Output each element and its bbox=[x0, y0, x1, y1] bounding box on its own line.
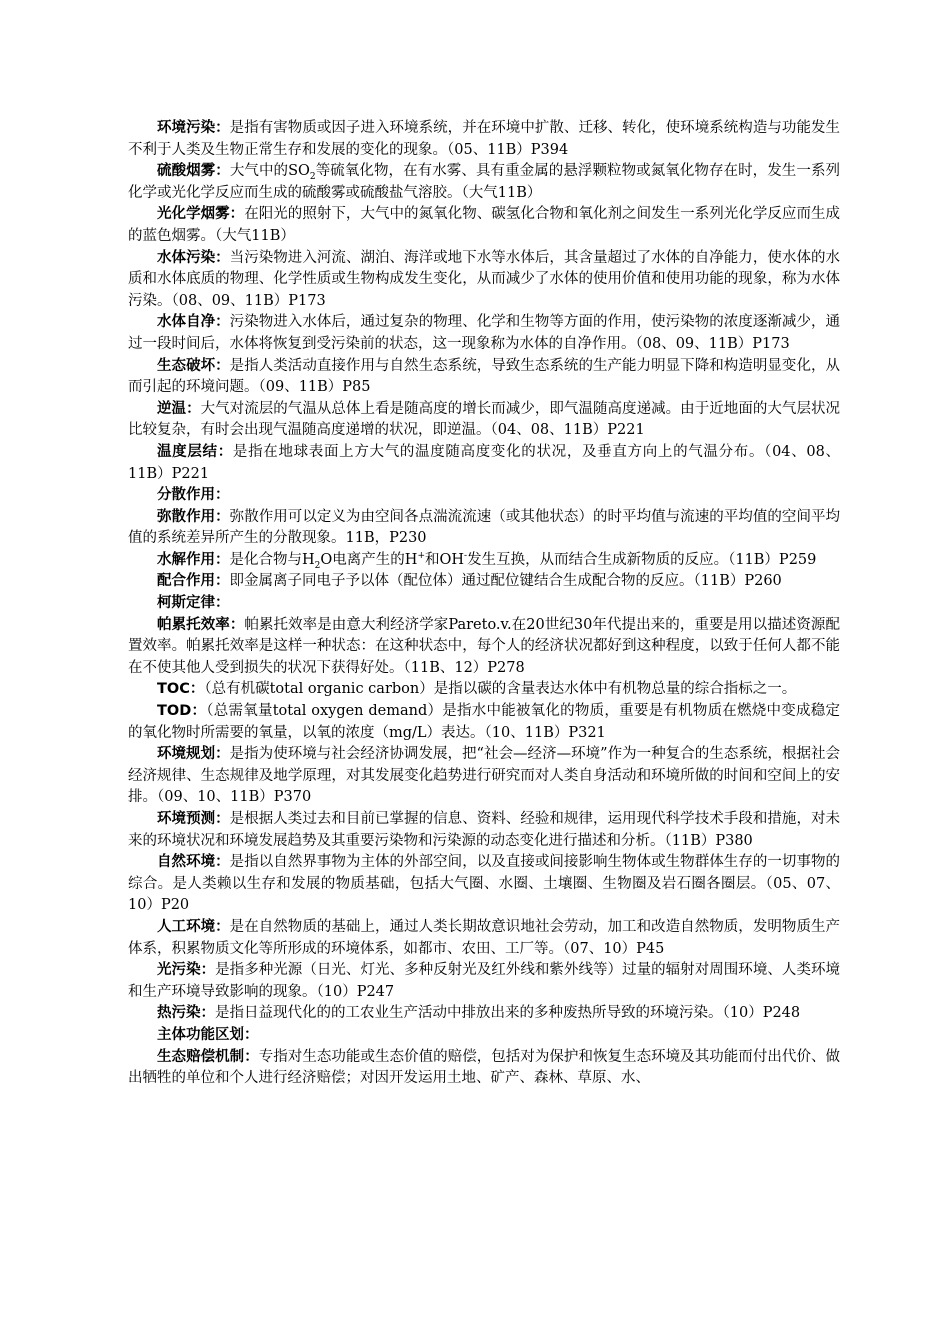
definition: 是指日益现代化的的工农业生产活动中排放出来的多种废热所导致的环境污染。（10）P248 bbox=[215, 1005, 801, 1022]
term: 水解作用： bbox=[157, 551, 230, 568]
definition: 是指人类活动直接作用与自然生态系统，导致生态系统的生产能力明显下降和构造明显变化，从而引起的环境问题。（09、11B）P85 bbox=[128, 357, 841, 396]
superscript: + bbox=[417, 551, 425, 562]
entry-artificial-environment bbox=[128, 917, 840, 960]
definition: 即金属离子同电子予以体（配位体）通过配位键结合生成配合物的反应。（11B）P260 bbox=[229, 573, 782, 590]
entry-water-self-purification bbox=[128, 312, 840, 355]
entry-diffusion bbox=[128, 507, 840, 550]
superscript: - bbox=[464, 551, 468, 562]
entry-light-pollution bbox=[128, 960, 840, 1003]
subscript: 2 bbox=[309, 172, 316, 183]
entry-natural-environment bbox=[128, 852, 840, 917]
definition: 在阳光的照射下，大气中的氮氧化物、碳氢化合物和氧化剂之间发生一系列光化学反应而生成的蓝色烟雾。（大气11B） bbox=[128, 206, 841, 244]
term: 主体功能区划： bbox=[157, 1026, 259, 1043]
entry-main-functional-zoning bbox=[128, 1025, 840, 1047]
term: 环境污染： bbox=[157, 120, 230, 136]
definition: 是指为使环境与社会经济协调发展，把“社会—经济—环境”作为一种复合的生态系统，根据社会经济规律、生态规律及地学原理，对其发展变化趋势进行研究而对人类自身活动和环境所做的时间和空间上的安排。（09、10、11B）P370 bbox=[128, 746, 840, 806]
entry-inversion bbox=[128, 399, 840, 442]
definition: 大气中的SO bbox=[229, 163, 310, 180]
definition: （总需氧量total oxygen demand）是指水中能被氧化的物质，重要是有机物质在燃烧中变成稳定的氧化物时所需要的氧量，以氧的浓度（mg/L）表达。（10、11B）P321 bbox=[128, 703, 840, 741]
entry-environmental-forecast bbox=[128, 809, 840, 852]
entry-water-pollution bbox=[128, 248, 840, 313]
definition: 当污染物进入河流、湖泊、海洋或地下水等水体后，其含量超过了水体的自净能力，使水体的水质和水体底质的物理、化学性质或生物构成发生变化，从而减少了水体的使用价值和使用功能的现象，称为水体污染。（08、09、11B）P173 bbox=[128, 249, 841, 309]
term: 硫酸烟雾： bbox=[157, 163, 230, 180]
term: 热污染： bbox=[157, 1005, 215, 1022]
term: 光化学烟雾： bbox=[157, 206, 245, 223]
definition: 污染物进入水体后，通过复杂的物理、化学和生物等方面的作用，使污染物的浓度逐渐减少，通过一段时间后，水体将恢复到受污染前的状态，这一现象称为水体的自净作用。（08、09、11B）P173 bbox=[128, 314, 841, 352]
definition: 弥散作用可以定义为由空间各点湍流流速（或其他状态）的时平均值与流速的平均值的空间平均值的系统差异所产生的分散现象。11B，P230 bbox=[128, 508, 841, 547]
definition: 是指以自然界事物为主体的外部空间，以及直接或间接影响生物体或生物群体生存的一切事物的综合。是人类赖以生存和发展的物质基础，包括大气圈、水圈、土壤圈、生物圈及岩石圈各圈层。（05、07、10）P20 bbox=[128, 854, 841, 914]
term: 生态破坏： bbox=[157, 357, 230, 374]
entry-hydrolysis bbox=[128, 550, 840, 572]
term: 光污染： bbox=[157, 962, 216, 979]
entry-temperature-stratification bbox=[128, 442, 840, 485]
term: 环境规划： bbox=[157, 746, 230, 763]
entry-tod bbox=[128, 701, 840, 744]
definition: （总有机碳total organic carbon）是指以碳的含量表达水体中有机物总量的综合指标之一。 bbox=[204, 681, 797, 698]
term: 配合作用： bbox=[157, 573, 230, 590]
definition: 等硫氧化物，在有水雾、具有重金属的悬浮颗粒物或氮氧化物存在时，发生一系列化学或光化学反应而生成的硫酸雾或硫酸盐气溶胶。（大气11B） bbox=[128, 163, 841, 201]
definition: 是化合物与H bbox=[229, 551, 315, 568]
document-body bbox=[128, 118, 840, 1090]
term: 人工环境： bbox=[157, 918, 230, 935]
entry-sulfuric-acid-smog bbox=[128, 161, 840, 204]
term: 温度层结： bbox=[157, 443, 233, 460]
entry-environmental-pollution bbox=[128, 118, 840, 161]
term: TOC： bbox=[157, 681, 205, 698]
term: 弥散作用： bbox=[157, 508, 230, 525]
term: 水体自净： bbox=[157, 314, 230, 331]
entry-toc bbox=[128, 679, 840, 701]
entry-coase-theorem bbox=[128, 593, 840, 615]
entry-dispersion bbox=[128, 485, 840, 507]
entry-environmental-planning bbox=[128, 744, 840, 809]
definition: 和OH bbox=[424, 551, 465, 568]
entry-pareto-efficiency bbox=[128, 615, 840, 680]
term: 柯斯定律： bbox=[157, 595, 230, 612]
definition: 是指在地球表面上方大气的温度随高度变化的状况，及垂直方向上的气温分布。（04、08、11B）P221 bbox=[128, 443, 841, 482]
term: 水体污染： bbox=[157, 249, 230, 266]
entry-ecological-destruction bbox=[128, 356, 840, 399]
definition: 是指有害物质或因子进入环境系统，并在环境中扩散、迁移、转化，使环境系统构造与功能发生不利于人类及生物正常生存和发展的变化的现象。（05、11B）P394 bbox=[128, 120, 841, 158]
definition: 是在自然物质的基础上，通过人类长期故意识地社会劳动，加工和改造自然物质，发明物质生产体系，积累物质文化等所形成的环境体系，如都市、农田、工厂等。（07、10）P45 bbox=[128, 918, 841, 957]
definition: O电离产生的H bbox=[320, 551, 418, 568]
definition: 是指多种光源（日光、灯光、多种反射光及红外线和紫外线等）过量的辐射对周围环境、人类环境和生产环境导致影响的现象。（10）P247 bbox=[128, 962, 841, 1000]
term: 生态赔偿机制： bbox=[157, 1048, 259, 1065]
term: 环境预测： bbox=[157, 811, 230, 827]
entry-ecological-compensation bbox=[128, 1047, 840, 1090]
definition: 是根据人类过去和目前已掌握的信息、资料、经验和规律，运用现代科学技术手段和措施，对未来的环境状况和环境发展趋势及其重要污染物和污染源的动态变化进行描述和分析。（11B）P380 bbox=[128, 811, 841, 849]
term: 自然环境： bbox=[157, 854, 230, 871]
definition: 帕累托效率是由意大利经济学家Pareto.v.在20世纪30年代提出来的，重要是用以描述资源配置效率。帕累托效率是这样一种状态：在这种状态中，每个人的经济状况都好到这种程度，以致于任何人都不能在不使其他人受到损失的状况下获得好处。（11B、12）P278 bbox=[128, 616, 840, 676]
subscript: 2 bbox=[314, 560, 321, 571]
term: 帕累托效率： bbox=[157, 616, 245, 633]
definition: 大气对流层的气温从总体上看是随高度的增长而减少，即气温随高度递减。由于近地面的大气层状况比较复杂，有时会出现气温随高度递增的状况，即逆温。（04、08、11B）P221 bbox=[128, 400, 841, 439]
entry-photochemical-smog bbox=[128, 204, 840, 247]
definition: 发生互换，从而结合生成新物质的反应。（11B）P259 bbox=[467, 551, 817, 568]
term: TOD： bbox=[157, 703, 207, 720]
definition: 专指对生态功能或生态价值的赔偿，包括对为保护和恢复生态环境及其功能而付出代价、做出牺牲的单位和个人进行经济赔偿；对因开发运用土地、矿产、森林、草原、水、 bbox=[128, 1048, 841, 1087]
entry-complexation bbox=[128, 571, 840, 593]
term: 分散作用： bbox=[157, 487, 230, 504]
entry-thermal-pollution bbox=[128, 1003, 840, 1025]
term: 逆温： bbox=[157, 400, 201, 417]
